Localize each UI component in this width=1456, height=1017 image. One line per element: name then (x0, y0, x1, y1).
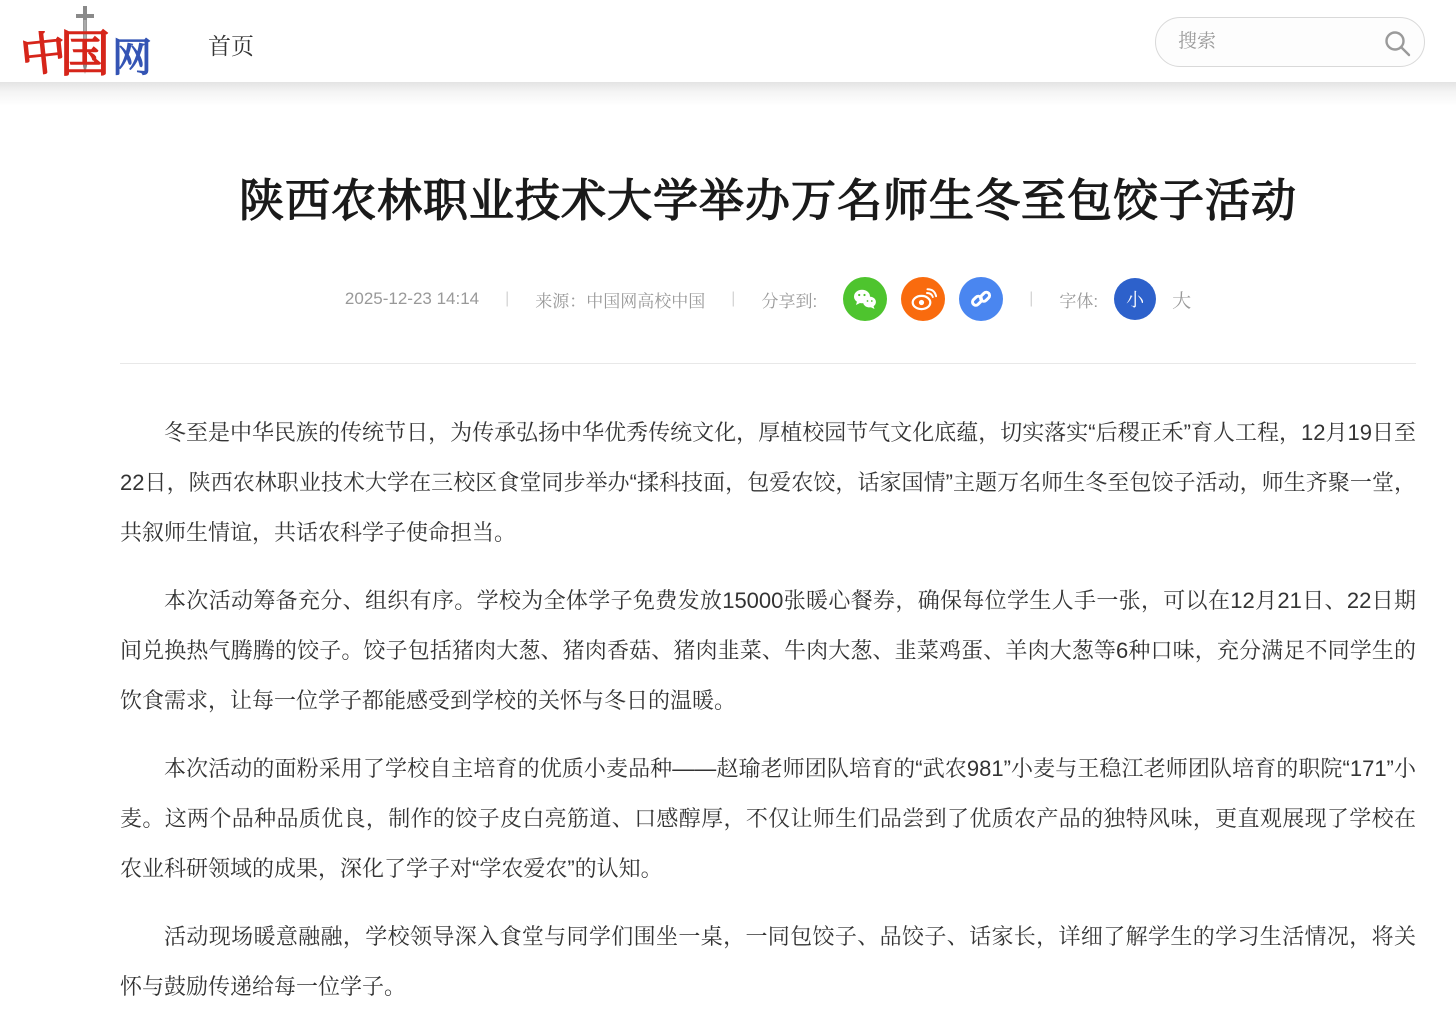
share-buttons (843, 277, 1003, 321)
article-paragraph: 本次活动筹备充分、组织有序。学校为全体学子免费发放15000张暖心餐券，确保每位学生人手一张，可以在12月21日、22日期间兑换热气腾腾的饺子。饺子包括猪肉大葱、猪肉香菇、猪肉韭菜、牛肉大葱、韭菜鸡蛋、羊肉大葱等6种口味，充分满足不同学生的饮食需求，让每一位学子都能感受到学校的关怀与冬日的温暖。 (120, 588, 1416, 713)
meta-separator: | (1029, 290, 1034, 307)
nav-home-link[interactable]: 首页 (208, 33, 254, 59)
font-large-button[interactable]: 大 (1172, 290, 1192, 312)
article-body (120, 408, 1416, 1012)
article-meta-row (120, 277, 1416, 321)
article-paragraph: 本次活动的面粉采用了学校自主培育的优质小麦品种——赵瑜老师团队培育的“武农981”小麦与王稳江老师团队培育的职院“171”小麦。这两个品种品质优良，制作的饺子皮白亮筋道、口感醇厚，不仅让师生们品尝到了优质农产品的独特风味，更直观展现了学校在农业科研领域的成果，深化了学子对“学农爱农”的认知。 (120, 756, 1416, 881)
article-source: 来源：中国网高校中国 (535, 291, 706, 311)
wechat-share-icon[interactable] (843, 277, 887, 321)
search-icon[interactable] (1382, 28, 1412, 58)
font-size-controls (1059, 278, 1191, 320)
logo-char-wang: 网 (112, 36, 152, 80)
font-small-button[interactable]: 小 (1114, 278, 1156, 320)
logo-char-guo: 国 (60, 24, 110, 83)
share-label: 分享到: (761, 291, 818, 311)
logo-char-zhong: 中 (17, 24, 70, 84)
article-paragraph: 活动现场暖意融融，学校领导深入食堂与同学们围坐一桌，一同包饺子、品饺子、话家长，详细了解学生的学习生活情况，将关怀与鼓励传递给每一位学子。 (120, 924, 1416, 999)
search-box[interactable] (1155, 17, 1425, 67)
title-body-divider (120, 363, 1416, 364)
article-title: 陕西农林职业技术大学举办万名师生冬至包饺子活动 (238, 175, 1297, 226)
meta-separator: | (505, 290, 510, 307)
article-content (120, 164, 1416, 1012)
font-size-label: 字体: (1059, 291, 1099, 311)
copylink-share-icon[interactable] (959, 277, 1003, 321)
site-header (0, 0, 1456, 82)
header-divider-stripe (0, 82, 1456, 106)
weibo-share-icon[interactable] (901, 277, 945, 321)
meta-separator: | (731, 290, 736, 307)
article-paragraph: 冬至是中华民族的传统节日，为传承弘扬中华优秀传统文化，厚植校园节气文化底蕴，切实落实“后稷正禾”育人工程，12月19日至22日，陕西农林职业技术大学在三校区食堂同步举办“揉科技面，包爱农饺，话家国情”主题万名师生冬至包饺子活动，师生齐聚一堂，共叙师生情谊，共话农科学子使命担当。 (120, 420, 1416, 545)
search-input[interactable] (1178, 18, 1368, 66)
publish-datetime: 2025-12-23 14:14 (344, 289, 480, 308)
china-net-logo[interactable] (14, 4, 154, 84)
